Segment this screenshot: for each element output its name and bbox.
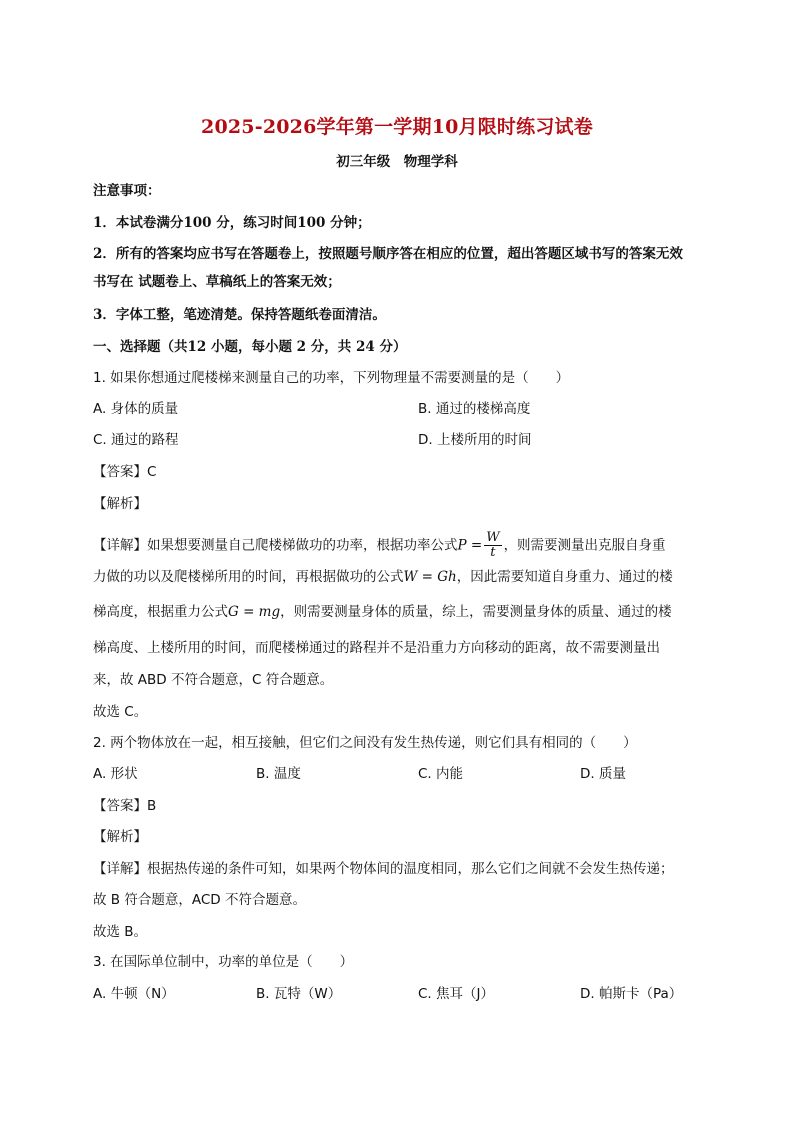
q1-power-formula-lhs: P = [457,537,483,554]
q1-answer: 【答案】C [93,464,157,480]
q2-option-d: D. 质量 [580,766,626,782]
q1-power-fraction [484,531,501,560]
q1-detail-text: ，则需要测量身体的质量，综上，需要测量身体的质量、通过的楼 [280,604,672,620]
q2-analysis-label: 【解析】 [93,829,147,845]
q1-detail-line-3 [93,602,672,622]
q1-detail-text: 梯高度，根据重力公式 [93,604,228,620]
q1-detail-line-1 [93,531,666,560]
q1-work-formula: W = Gh [403,569,457,585]
q1-option-d: D. 上楼所用的时间 [418,432,532,448]
section-heading: 一、选择题（共12 小题，每小题 2 分，共 24 分） [93,339,407,355]
q1-analysis-label: 【解析】 [93,496,147,512]
exam-subtitle: 初三年级 物理学科 [336,154,458,170]
q1-detail-text: 【详解】如果想要测量自己爬楼梯做功的功率，根据功率公式 [93,537,458,554]
q1-fraction-numerator: W [486,530,500,545]
q3-option-d: D. 帕斯卡（Pa） [580,986,683,1002]
q2-detail-line-1: 【详解】根据热传递的条件可知，如果两个物体间的温度相同，那么它们之间就不会发生热传递； [93,861,674,877]
q1-conclusion: 故选 C。 [93,704,148,720]
q1-detail-line-4: 梯高度、上楼所用的时间，而爬楼梯通过的路程并不是沿重力方向移动的距离，故不需要测量出 [93,640,660,656]
q2-answer: 【答案】B [93,798,157,814]
q1-option-c: C. 通过的路程 [93,432,179,448]
q1-detail-line-5: 来，故 ABD 不符合题意，C 符合题意。 [93,672,334,688]
q1-stem: 1. 如果你想通过爬楼梯来测量自己的功率，下列物理量不需要测量的是（ ） [93,370,570,386]
q2-option-c: C. 内能 [418,766,464,782]
exam-title: 2025-2026学年第一学期10月限时练习试卷 [201,116,593,138]
q3-option-c: C. 焦耳（J） [418,986,494,1002]
q1-detail-text: ，则需要测量出克服自身重 [503,537,666,554]
q2-option-a: A. 形状 [93,766,138,782]
notice-heading: 注意事项： [93,183,161,199]
q3-stem: 3. 在国际单位制中，功率的单位是（ ） [93,954,354,970]
q3-option-b: B. 瓦特（W） [256,986,342,1002]
q1-gravity-formula: G = mg [228,604,281,620]
q2-stem: 2. 两个物体放在一起，相互接触，但它们之间没有发生热传递，则它们具有相同的（ ） [93,735,637,751]
q1-option-a: A. 身体的质量 [93,401,179,417]
notice-item-2: 2．所有的答案均应书写在答题卷上，按照题号顺序答在相应的位置，超出答题区域书写的答案无效 [93,246,683,262]
notice-item-1: 1．本试卷满分100 分，练习时间100 分钟； [93,215,371,231]
q1-detail-text: ，因此需要知道自身重力、通过的楼 [456,569,673,585]
q1-detail-line-2 [93,567,673,587]
notice-item-2-cont: 书写在 试题卷上、草稿纸上的答案无效； [93,274,341,290]
notice-item-3: 3．字体工整，笔迹清楚。保持答题纸卷面清洁。 [93,307,386,323]
q2-detail-line-2: 故 B 符合题意，ACD 不符合题意。 [93,892,306,908]
q1-detail-text: 力做的功以及爬楼梯所用的时间，再根据做功的公式 [93,569,404,585]
q2-option-b: B. 温度 [256,766,301,782]
q2-conclusion: 故选 B。 [93,924,148,940]
q1-option-b: B. 通过的楼梯高度 [418,401,531,417]
q1-fraction-denominator: t [490,545,496,560]
q3-option-a: A. 牛顿（N） [93,986,175,1002]
